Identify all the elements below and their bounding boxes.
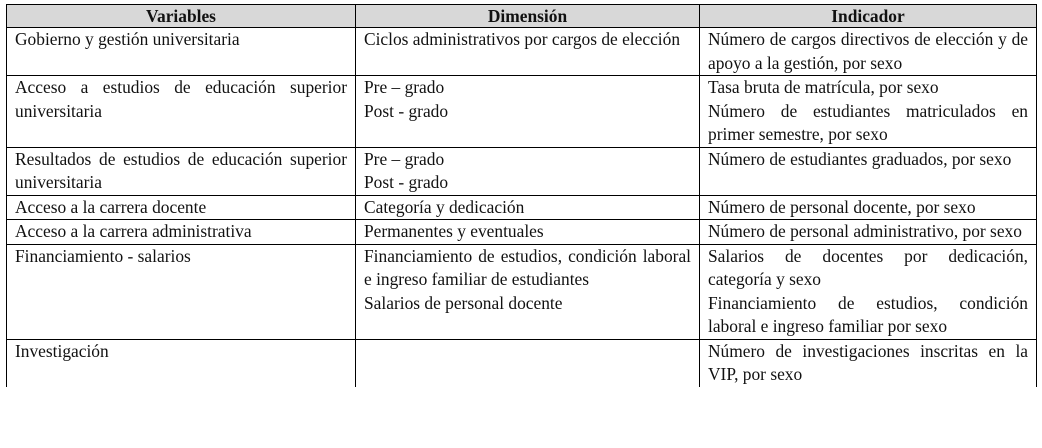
cell-text: Gobierno y gestión universitaria xyxy=(15,29,240,49)
cell-text: Salarios de personal docente xyxy=(364,292,563,313)
dimension-cell xyxy=(356,244,700,339)
indicator-cell xyxy=(700,339,1037,387)
dimension-cell xyxy=(356,76,700,148)
variable-cell xyxy=(7,28,356,76)
cell-text: Pre – grado xyxy=(364,77,445,97)
cell-text: Acceso a la carrera administrativa xyxy=(15,221,252,241)
variable-cell xyxy=(7,220,356,245)
cell-text: Acceso a estudios de educación superior universitaria xyxy=(15,77,347,121)
variables-table xyxy=(6,4,1037,387)
variable-cell xyxy=(7,147,356,195)
cell-text: Número de personal docente, por sexo xyxy=(708,196,976,217)
indicator-cell xyxy=(700,76,1037,148)
dimension-cell xyxy=(356,147,700,195)
variable-cell xyxy=(7,195,356,220)
cell-text: Post - grado xyxy=(364,172,449,192)
variable-cell xyxy=(7,76,356,148)
cell-text: Número de investigaciones inscritas en la VIP, por sexo xyxy=(708,340,1028,384)
cell-text: Post - grado xyxy=(364,100,449,121)
table-row xyxy=(7,339,1037,387)
table-row xyxy=(7,244,1037,339)
indicator-cell xyxy=(700,220,1037,245)
cell-text: Ciclos administrativos por cargos de elección xyxy=(364,29,681,49)
cell-text: Financiamiento de estudios, condición laboral e ingreso familiar por sexo xyxy=(708,292,1028,336)
cell-text: Número de cargos directivos de elección y de apoyo a la gestión, por sexo xyxy=(708,29,1028,73)
dimension-cell xyxy=(356,195,700,220)
cell-text: Acceso a la carrera docente xyxy=(15,196,207,217)
dimension-cell xyxy=(356,339,700,387)
cell-text: Pre – grado xyxy=(364,148,445,169)
cell-text: Número de personal administrativo, por sexo xyxy=(708,221,1022,241)
cell-text: Número de estudiantes graduados, por sexo xyxy=(708,148,1012,169)
table-row xyxy=(7,147,1037,195)
cell-text: Permanentes y eventuales xyxy=(364,221,544,241)
table-row xyxy=(7,220,1037,245)
variable-cell xyxy=(7,244,356,339)
cell-text: Resultados de estudios de educación superior universitaria xyxy=(15,148,347,192)
header-variables: Variables xyxy=(7,5,356,28)
dimension-cell xyxy=(356,220,700,245)
cell-text: Investigación xyxy=(15,340,109,361)
header-row xyxy=(7,5,1037,28)
header-indicator: Indicador xyxy=(700,5,1037,28)
indicator-cell xyxy=(700,244,1037,339)
variable-cell xyxy=(7,339,356,387)
table-row xyxy=(7,76,1037,148)
cell-text: Financiamiento - salarios xyxy=(15,245,191,266)
table-row xyxy=(7,195,1037,220)
indicator-cell xyxy=(700,195,1037,220)
cell-text: Tasa bruta de matrícula, por sexo xyxy=(708,77,939,97)
cell-text: Categoría y dedicación xyxy=(364,196,525,217)
cell-text: Número de estudiantes matriculados en primer semestre, por sexo xyxy=(708,100,1028,144)
dimension-cell xyxy=(356,28,700,76)
cell-text: Financiamiento de estudios, condición laboral e ingreso familiar de estudiantes xyxy=(364,245,691,289)
indicator-cell xyxy=(700,28,1037,76)
indicator-cell xyxy=(700,147,1037,195)
header-dimension: Dimensión xyxy=(356,5,700,28)
cell-text: Salarios de docentes por dedicación, categoría y sexo xyxy=(708,245,1028,289)
table-row xyxy=(7,28,1037,76)
